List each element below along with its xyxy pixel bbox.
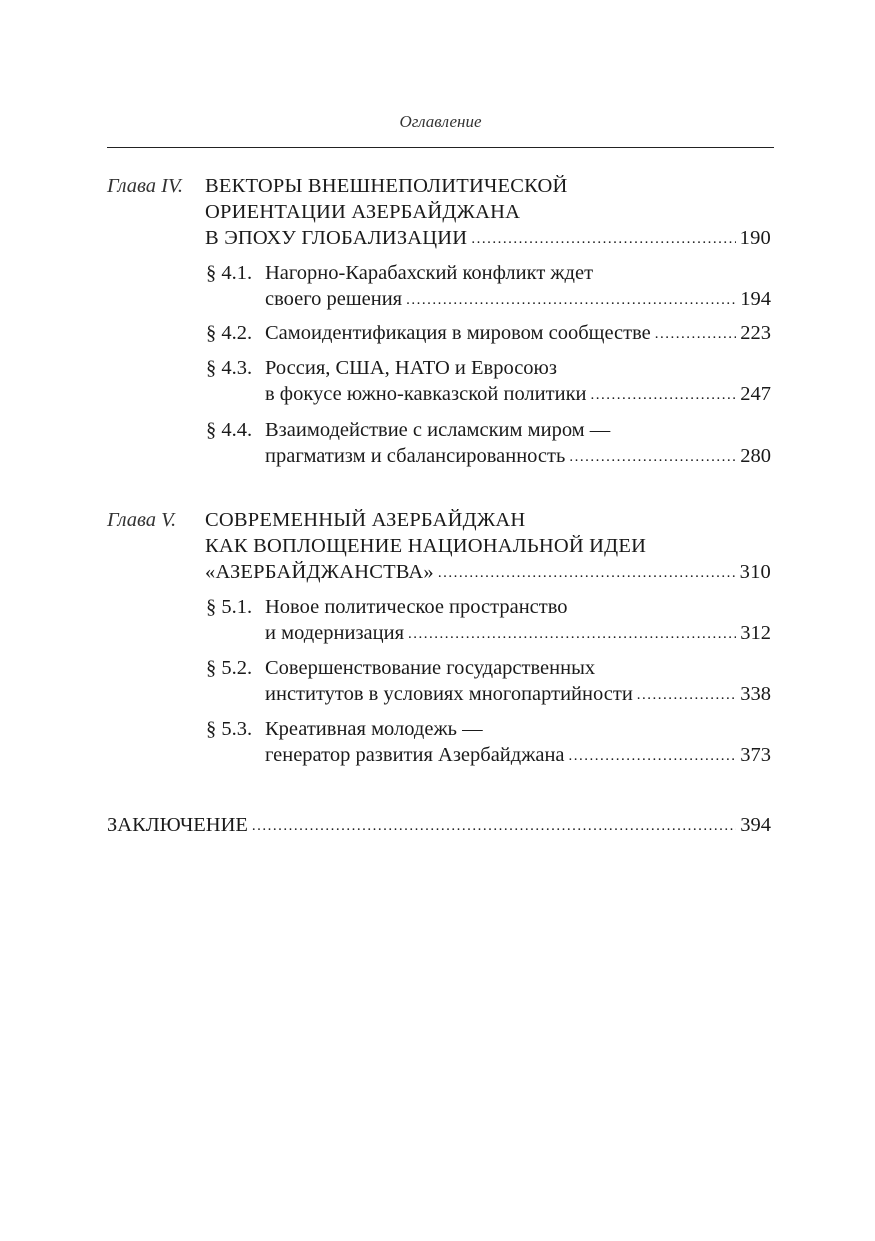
leader-dots bbox=[408, 621, 736, 647]
page-number: 394 bbox=[740, 814, 771, 836]
section-number: § 5.2. bbox=[206, 657, 253, 679]
section-title-line: Креативная молодежь — bbox=[265, 718, 483, 740]
chapter-title-line: ОРИЕНТАЦИИ АЗЕРБАЙДЖАНА bbox=[205, 201, 521, 223]
chapter-title-line: «АЗЕРБАЙДЖАНСТВА» bbox=[205, 561, 434, 583]
chapter-title bbox=[205, 173, 771, 253]
page-number: 280 bbox=[740, 445, 771, 467]
section-number: § 4.1. bbox=[206, 262, 253, 284]
leader-dots bbox=[655, 321, 736, 347]
section-number: § 5.3. bbox=[206, 718, 253, 740]
page-number: 310 bbox=[739, 561, 771, 583]
leader-line bbox=[205, 559, 771, 587]
leader-line bbox=[265, 381, 771, 409]
page-number: 312 bbox=[740, 622, 771, 644]
section-title-line: в фокусе южно-кавказской политики bbox=[265, 383, 587, 405]
leader-line bbox=[265, 286, 771, 314]
section-title-line: Самоидентификация в мировом сообществе bbox=[265, 322, 651, 344]
leader-line bbox=[265, 742, 771, 770]
section-title-line: и модернизация bbox=[265, 622, 405, 644]
leader-dots bbox=[438, 560, 736, 586]
chapter-title-line: В ЭПОХУ ГЛОБАЛИЗАЦИИ bbox=[205, 227, 468, 249]
running-header: Оглавление bbox=[399, 112, 482, 131]
section-title-line: Россия, США, НАТО и Евросоюз bbox=[265, 357, 557, 379]
section-number: § 4.4. bbox=[206, 419, 253, 441]
leader-line bbox=[265, 620, 771, 648]
leader-line bbox=[265, 443, 771, 471]
leader-line bbox=[265, 320, 771, 348]
conclusion-entry[interactable] bbox=[107, 812, 771, 840]
page-number: 247 bbox=[740, 383, 771, 405]
chapter-label: Глава V. bbox=[107, 509, 177, 531]
page-number: 194 bbox=[740, 288, 771, 310]
section-title-line: генератор развития Азербайджана bbox=[265, 744, 565, 766]
chapter-title-line: ВЕКТОРЫ ВНЕШНЕПОЛИТИЧЕСКОЙ bbox=[205, 175, 568, 197]
section-title-line: Новое политическое пространство bbox=[265, 596, 568, 618]
leader-dots bbox=[406, 287, 736, 313]
page-number: 223 bbox=[740, 322, 771, 344]
leader-dots bbox=[252, 813, 736, 839]
section-number: § 4.2. bbox=[206, 322, 253, 344]
page-number: 190 bbox=[739, 227, 771, 249]
chapter-title-line: КАК ВОПЛОЩЕНИЕ НАЦИОНАЛЬНОЙ ИДЕИ bbox=[205, 535, 647, 557]
leader-dots bbox=[591, 382, 737, 408]
leader-dots bbox=[569, 444, 736, 470]
section-title-line: прагматизм и сбалансированность bbox=[265, 445, 566, 467]
page-number: 373 bbox=[740, 744, 771, 766]
section-number: § 4.3. bbox=[206, 357, 253, 379]
page-number: 338 bbox=[740, 683, 771, 705]
leader-dots bbox=[637, 682, 736, 708]
leader-dots bbox=[471, 226, 735, 252]
section-title-line: Нагорно-Карабахский конфликт ждет bbox=[265, 262, 594, 284]
chapter-title bbox=[205, 507, 771, 587]
section-title-line: Совершенствование государственных bbox=[265, 657, 596, 679]
section-title-line: своего решения bbox=[265, 288, 403, 310]
section-title-line: институтов в условиях многопартийности bbox=[265, 683, 633, 705]
leader-dots bbox=[569, 743, 737, 769]
header-rule bbox=[107, 147, 774, 148]
section-number: § 5.1. bbox=[206, 596, 253, 618]
section-title-line: Взаимодействие с исламским миром — bbox=[265, 419, 611, 441]
conclusion-title: ЗАКЛЮЧЕНИЕ bbox=[107, 814, 248, 836]
leader-line bbox=[265, 681, 771, 709]
leader-line bbox=[205, 225, 771, 253]
chapter-title-line: СОВРЕМЕННЫЙ АЗЕРБАЙДЖАН bbox=[205, 509, 526, 531]
chapter-label: Глава IV. bbox=[107, 175, 183, 197]
